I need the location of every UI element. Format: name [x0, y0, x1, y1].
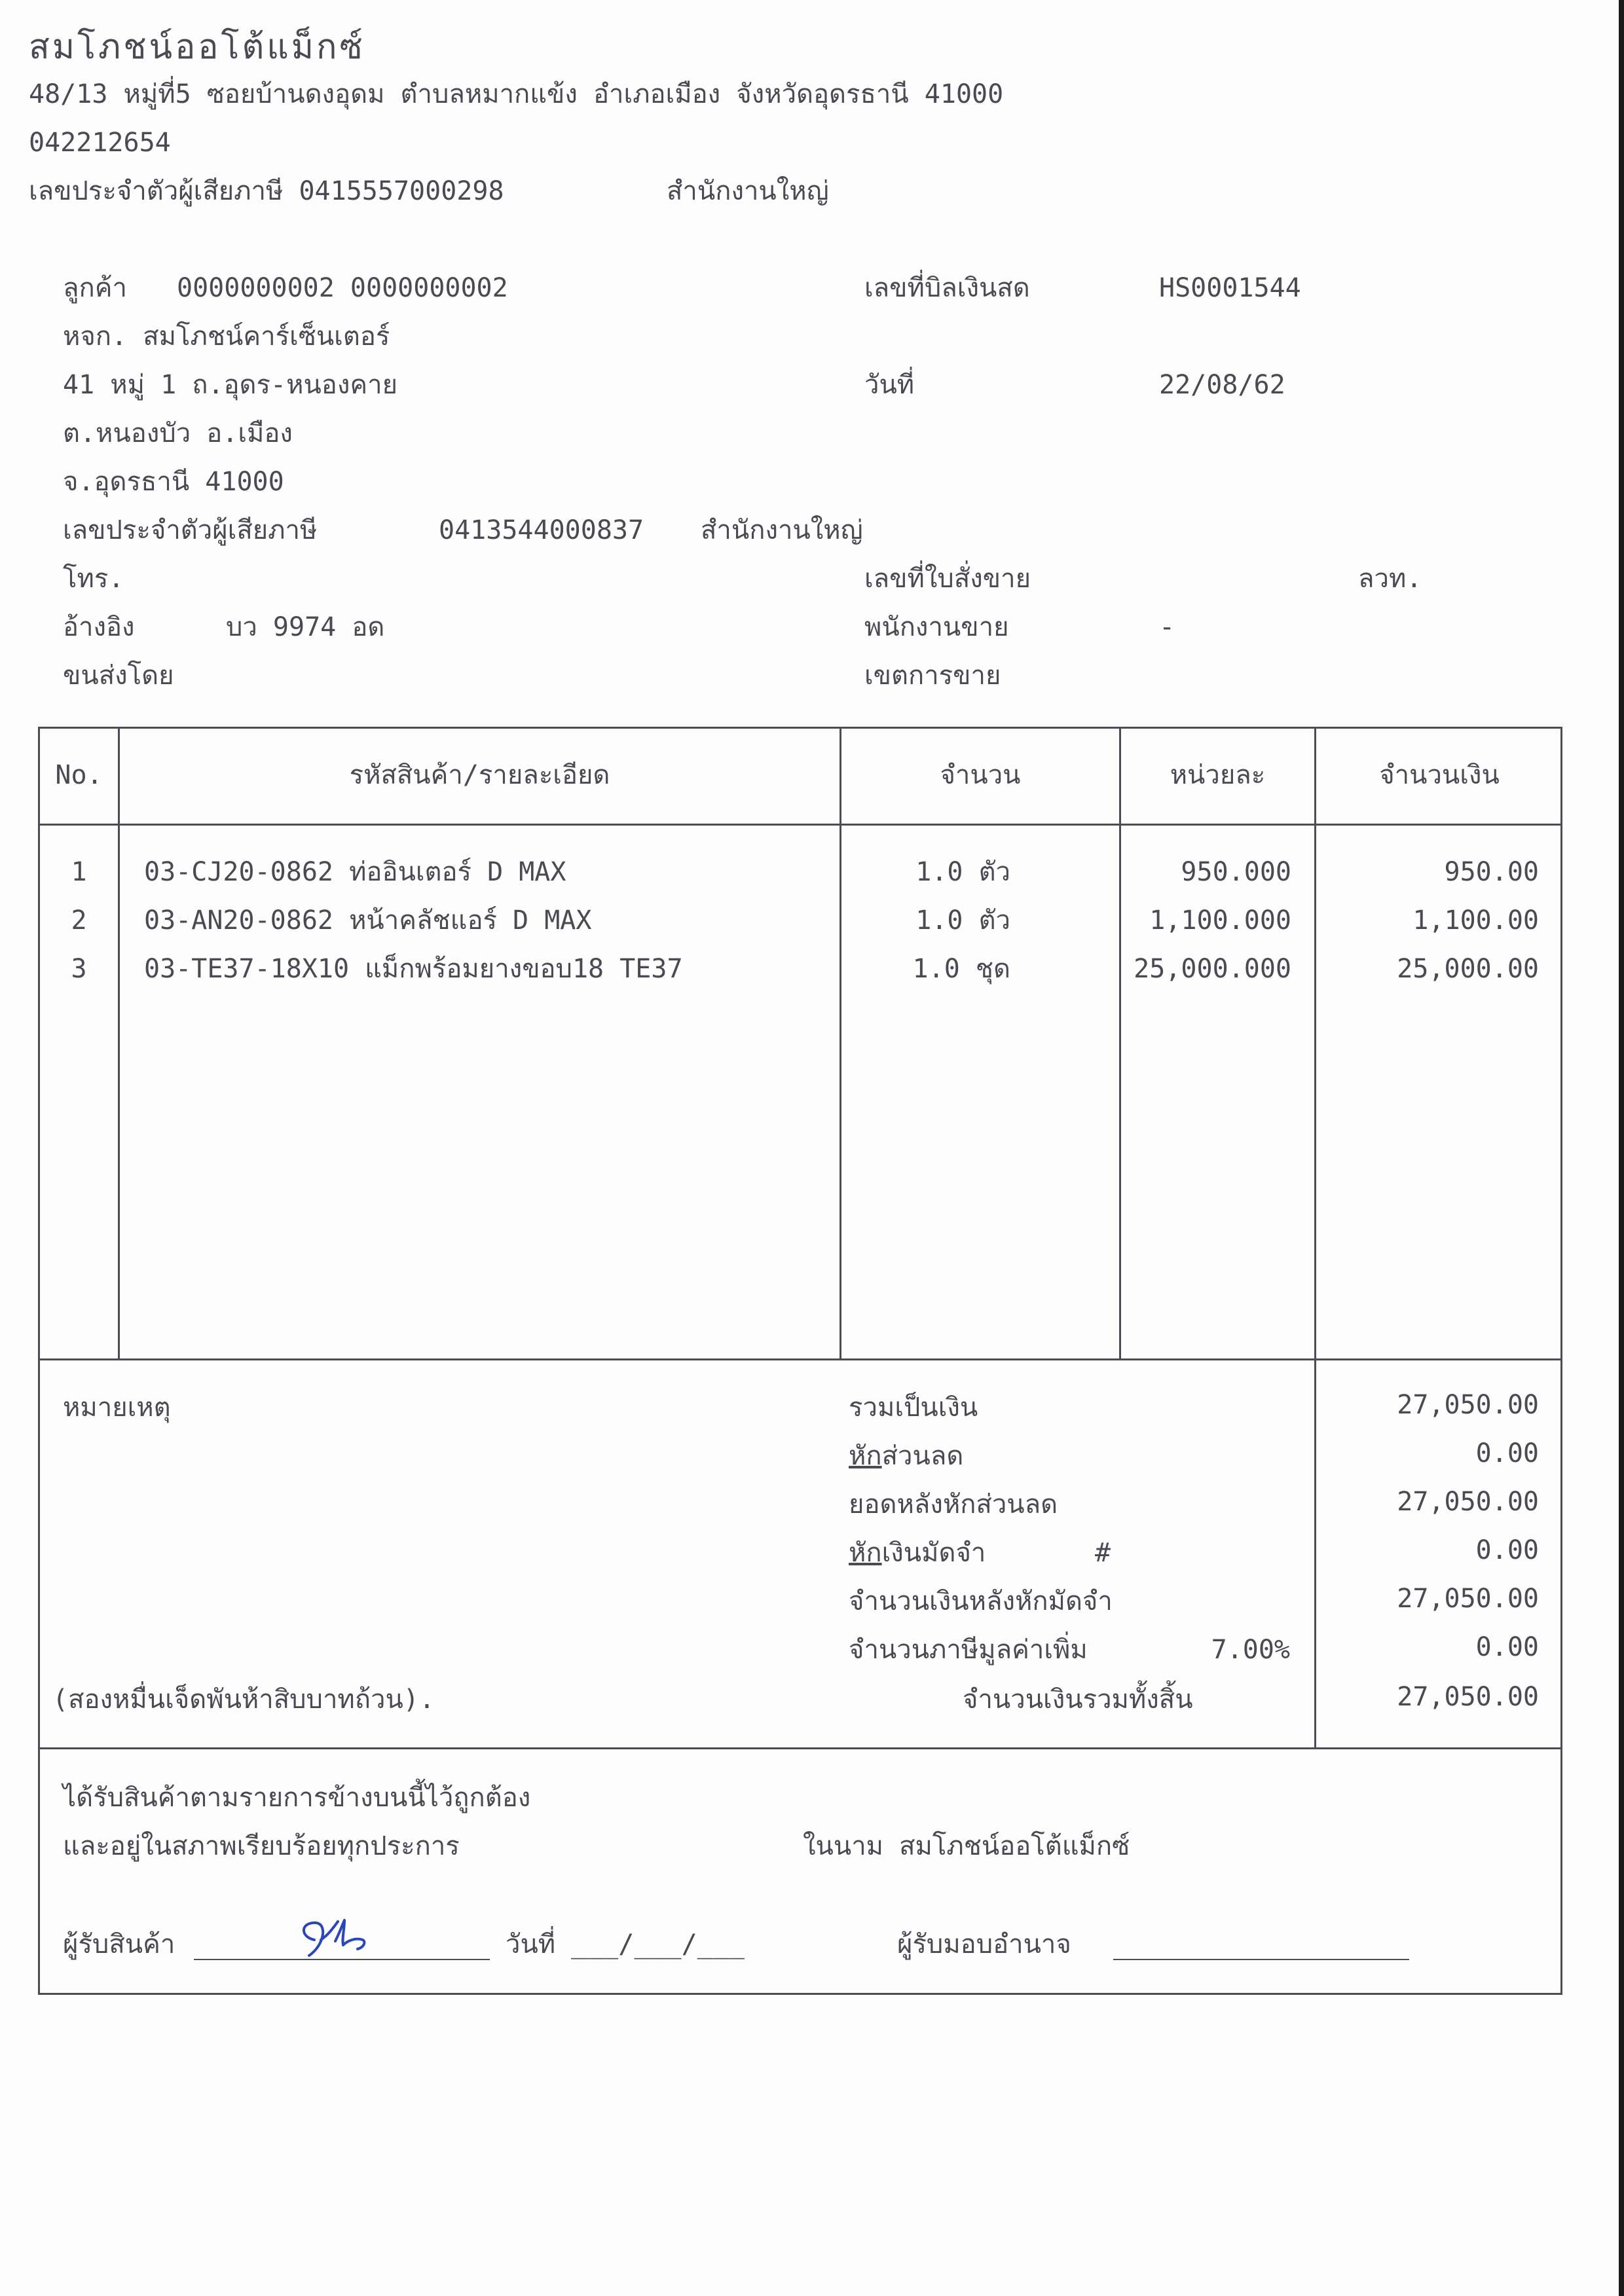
header-quantity: จำนวน — [940, 760, 1021, 790]
scan-edge — [1619, 0, 1624, 2296]
customer-phone-label: โทร. — [63, 564, 124, 594]
vat-rate: 7.00% — [1211, 1635, 1290, 1665]
table-body-divider — [38, 1358, 1562, 1360]
header-description: รหัสสินค้า/รายละเอียด — [349, 760, 610, 790]
grand-total-label: จำนวนเงินรวมทั้งสิ้น — [963, 1685, 1193, 1715]
row-description: 03-CJ20-0862 ท่ออินเตอร์ D MAX — [144, 857, 566, 887]
deposit-prefix: หัก — [849, 1538, 882, 1568]
company-tax-id: เลขประจำตัวผู้เสียภาษี 0415557000298 — [29, 176, 504, 206]
row-quantity: 1.0 ตัว — [915, 857, 1010, 887]
row-unit-price: 25,000.000 — [1134, 954, 1291, 984]
col-divider-qty — [1119, 727, 1121, 1359]
row-amount: 25,000.00 — [1397, 954, 1539, 984]
remark-label: หมายเหตุ — [63, 1393, 171, 1423]
after-deposit-label: จำนวนเงินหลังหักมัดจำ — [849, 1586, 1113, 1616]
authorized-label: ผู้รับมอบอำนาจ — [897, 1929, 1071, 1959]
authorized-signature-line — [1113, 1959, 1409, 1960]
company-phone: 042212654 — [29, 128, 171, 158]
table-header-divider — [38, 824, 1562, 826]
bill-date-label: วันที่ — [864, 370, 915, 400]
customer-address-line2: ต.หนองบัว อ.เมือง — [63, 418, 293, 448]
bill-number: HS0001544 — [1159, 273, 1301, 303]
customer-label: ลูกค้า — [63, 273, 127, 303]
received-statement-line2: และอยู่ในสภาพเรียบร้อยทุกประการ — [63, 1831, 460, 1861]
bill-date: 22/08/62 — [1159, 370, 1285, 400]
row-number: 3 — [71, 954, 87, 984]
row-description: 03-AN20-0862 หน้าคลัชแอร์ D MAX — [144, 905, 592, 936]
customer-tax-label: เลขประจำตัวผู้เสียภาษี — [63, 515, 318, 545]
customer-tax-id: 0413544000837 — [439, 515, 644, 545]
company-branch: สำนักงานใหญ่ — [667, 176, 829, 206]
row-description: 03-TE37-18X10 แม็กพร้อมยางขอบ18 TE37 — [144, 954, 683, 984]
received-statement-line1: ได้รับสินค้าตามรายการข้างบนนี้ไว้ถูกต้อง — [63, 1783, 531, 1813]
header-no: No. — [55, 760, 103, 790]
col-divider-no — [118, 727, 120, 1359]
company-name: สมโภชน์ออโต้แม็กซ์ — [29, 27, 365, 67]
shipping-label: ขนส่งโดย — [63, 661, 174, 691]
sales-order-label: เลขที่ใบสั่งขาย — [864, 564, 1031, 594]
row-unit-price: 1,100.000 — [1149, 905, 1291, 936]
customer-name: หจก. สมโภชน์คาร์เซ็นเตอร์ — [63, 321, 390, 352]
receiver-label: ผู้รับสินค้า — [63, 1929, 175, 1959]
bill-number-label: เลขที่บิลเงินสด — [864, 273, 1030, 303]
row-unit-price: 950.000 — [1181, 857, 1291, 887]
discount-prefix: หัก — [849, 1441, 882, 1471]
row-amount: 950.00 — [1444, 857, 1539, 887]
col-divider-desc — [840, 727, 841, 1359]
grand-total-value: 27,050.00 — [1397, 1682, 1539, 1712]
discount-text: ส่วนลด — [881, 1441, 964, 1471]
sales-order-value: ลวท. — [1358, 564, 1422, 594]
customer-address-line3: จ.อุดรธานี 41000 — [63, 467, 284, 497]
row-quantity: 1.0 ชุด — [912, 954, 1010, 984]
customer-tax-branch: สำนักงานใหญ่ — [701, 515, 863, 545]
row-number: 2 — [71, 905, 87, 936]
after-discount-value: 27,050.00 — [1397, 1487, 1539, 1517]
on-behalf-of: ในนาม สมโภชน์ออโต้แม็กซ์ — [803, 1831, 1130, 1861]
sales-area-label: เขตการขาย — [864, 661, 1001, 691]
company-address: 48/13 หมู่ที่5 ซอยบ้านดงอุดม ตำบลหมากแข้ง อำเภอเมือง จังหวัดอุดรธานี 41000 — [29, 79, 1004, 109]
discount-value: 0.00 — [1475, 1438, 1539, 1468]
amount-in-words: (สองหมื่นเจ็ดพันห้าสิบบาทถ้วน). — [52, 1685, 435, 1715]
reference-value: บว 9974 อด — [226, 612, 385, 642]
subtotal-label: รวมเป็นเงิน — [849, 1393, 978, 1423]
row-number: 1 — [71, 857, 87, 887]
deposit-text: เงินมัดจำ — [881, 1538, 986, 1568]
row-quantity: 1.0 ตัว — [915, 905, 1010, 936]
deposit-label — [849, 1537, 986, 1569]
deposit-mark: # — [1095, 1538, 1111, 1568]
receive-date-label: วันที่ — [506, 1929, 556, 1959]
row-amount: 1,100.00 — [1412, 905, 1539, 936]
vat-label: จำนวนภาษีมูลค่าเพิ่ม — [849, 1635, 1088, 1665]
discount-label — [849, 1440, 963, 1472]
after-discount-label: ยอดหลังหักส่วนลด — [849, 1489, 1058, 1520]
salesperson-value: - — [1159, 612, 1175, 642]
customer-address-line1: 41 หมู่ 1 ถ.อุดร-หนองคาย — [63, 370, 398, 400]
receiver-signature — [295, 1915, 380, 1961]
vat-value: 0.00 — [1475, 1632, 1539, 1662]
reference-label: อ้างอิง — [63, 612, 135, 642]
deposit-value: 0.00 — [1475, 1535, 1539, 1565]
customer-codes: 0000000002 0000000002 — [177, 273, 508, 303]
subtotal-value: 27,050.00 — [1397, 1390, 1539, 1420]
receive-date-blank: ___/___/___ — [571, 1929, 745, 1959]
header-amount: จำนวนเงิน — [1379, 760, 1500, 790]
salesperson-label: พนักงานขาย — [864, 612, 1009, 642]
after-deposit-value: 27,050.00 — [1397, 1584, 1539, 1614]
header-unit-price: หน่วยละ — [1170, 760, 1266, 790]
